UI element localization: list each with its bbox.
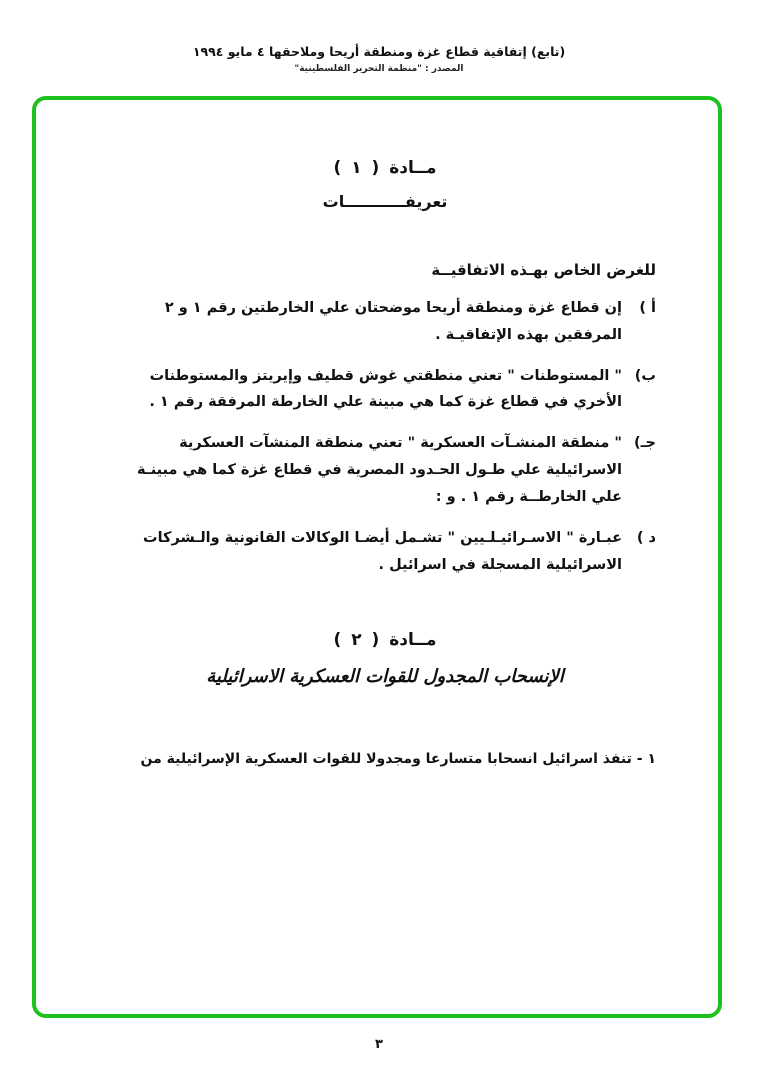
article1-intro: للغرض الخاص بهـذه الاتفاقيــة [431, 261, 656, 279]
header-title: (تابع) إتفاقية قطاع غزة ومنطقة أريحا وملاحقها ٤ مايو ١٩٩٤ [192, 44, 566, 59]
green-border-frame [32, 96, 722, 1018]
article2-subtitle: الإنسحاب المجدول للقوات العسكرية الاسرائيلية [206, 666, 564, 688]
definition-item-d [114, 525, 656, 579]
article1-title: مــادة ( ١ ) [333, 158, 437, 178]
definition-text: " منطقة المنشـآت العسكرية " تعني منطقة المنشآت العسكرية الاسرائيلية علي طـول الحـدود المصرية في قطاع غزة كما هي مبينـة علي الخارطــة رقم ١ . و : [136, 435, 622, 505]
definition-label: د ) [636, 529, 656, 546]
article2-section [114, 630, 656, 772]
article2-paragraph: ١ - تنفذ اسرائيل انسحابا متسارعا ومجدولا للقوات العسكرية الإسرائيلية من [140, 751, 656, 768]
page-number: ٣ [375, 1037, 383, 1052]
article2-title: مــادة ( ٢ ) [333, 630, 437, 651]
definition-label: جـ) [633, 435, 656, 452]
definitions-list [114, 295, 656, 578]
article1-subtitle: تعريفـــــــــــات [322, 192, 448, 211]
definition-item-b [114, 363, 656, 417]
definition-item-j [114, 430, 656, 510]
definition-item-a [114, 295, 656, 349]
definition-text: عبـارة " الاسـرائيـلـيين " تشـمل أيضـا الوكالات القانونية والـشركات الاسرائيلية المسجلة في اسرائيل . [143, 529, 622, 573]
definition-text: " المستوطنات " تعني منطقتي غوش قطيف وإيريتز والمستوطنات الأخري في قطاع غزة كما هي مبينة علي الخارطة المرفقة رقم ١ . [149, 367, 622, 411]
document-header [0, 44, 758, 74]
document-content [36, 100, 718, 773]
definition-label: أ ) [639, 300, 656, 316]
header-source: المصدر : "منظمة التحرير الفلسطينية" [294, 64, 464, 74]
definition-label: ب) [634, 367, 656, 384]
definition-text: إن قطاع غزة ومنطقة أريحا موضحتان علي الخارطتين رقم ١ و ٢ المرفقين بهذه الإتفاقيـة . [164, 300, 622, 343]
